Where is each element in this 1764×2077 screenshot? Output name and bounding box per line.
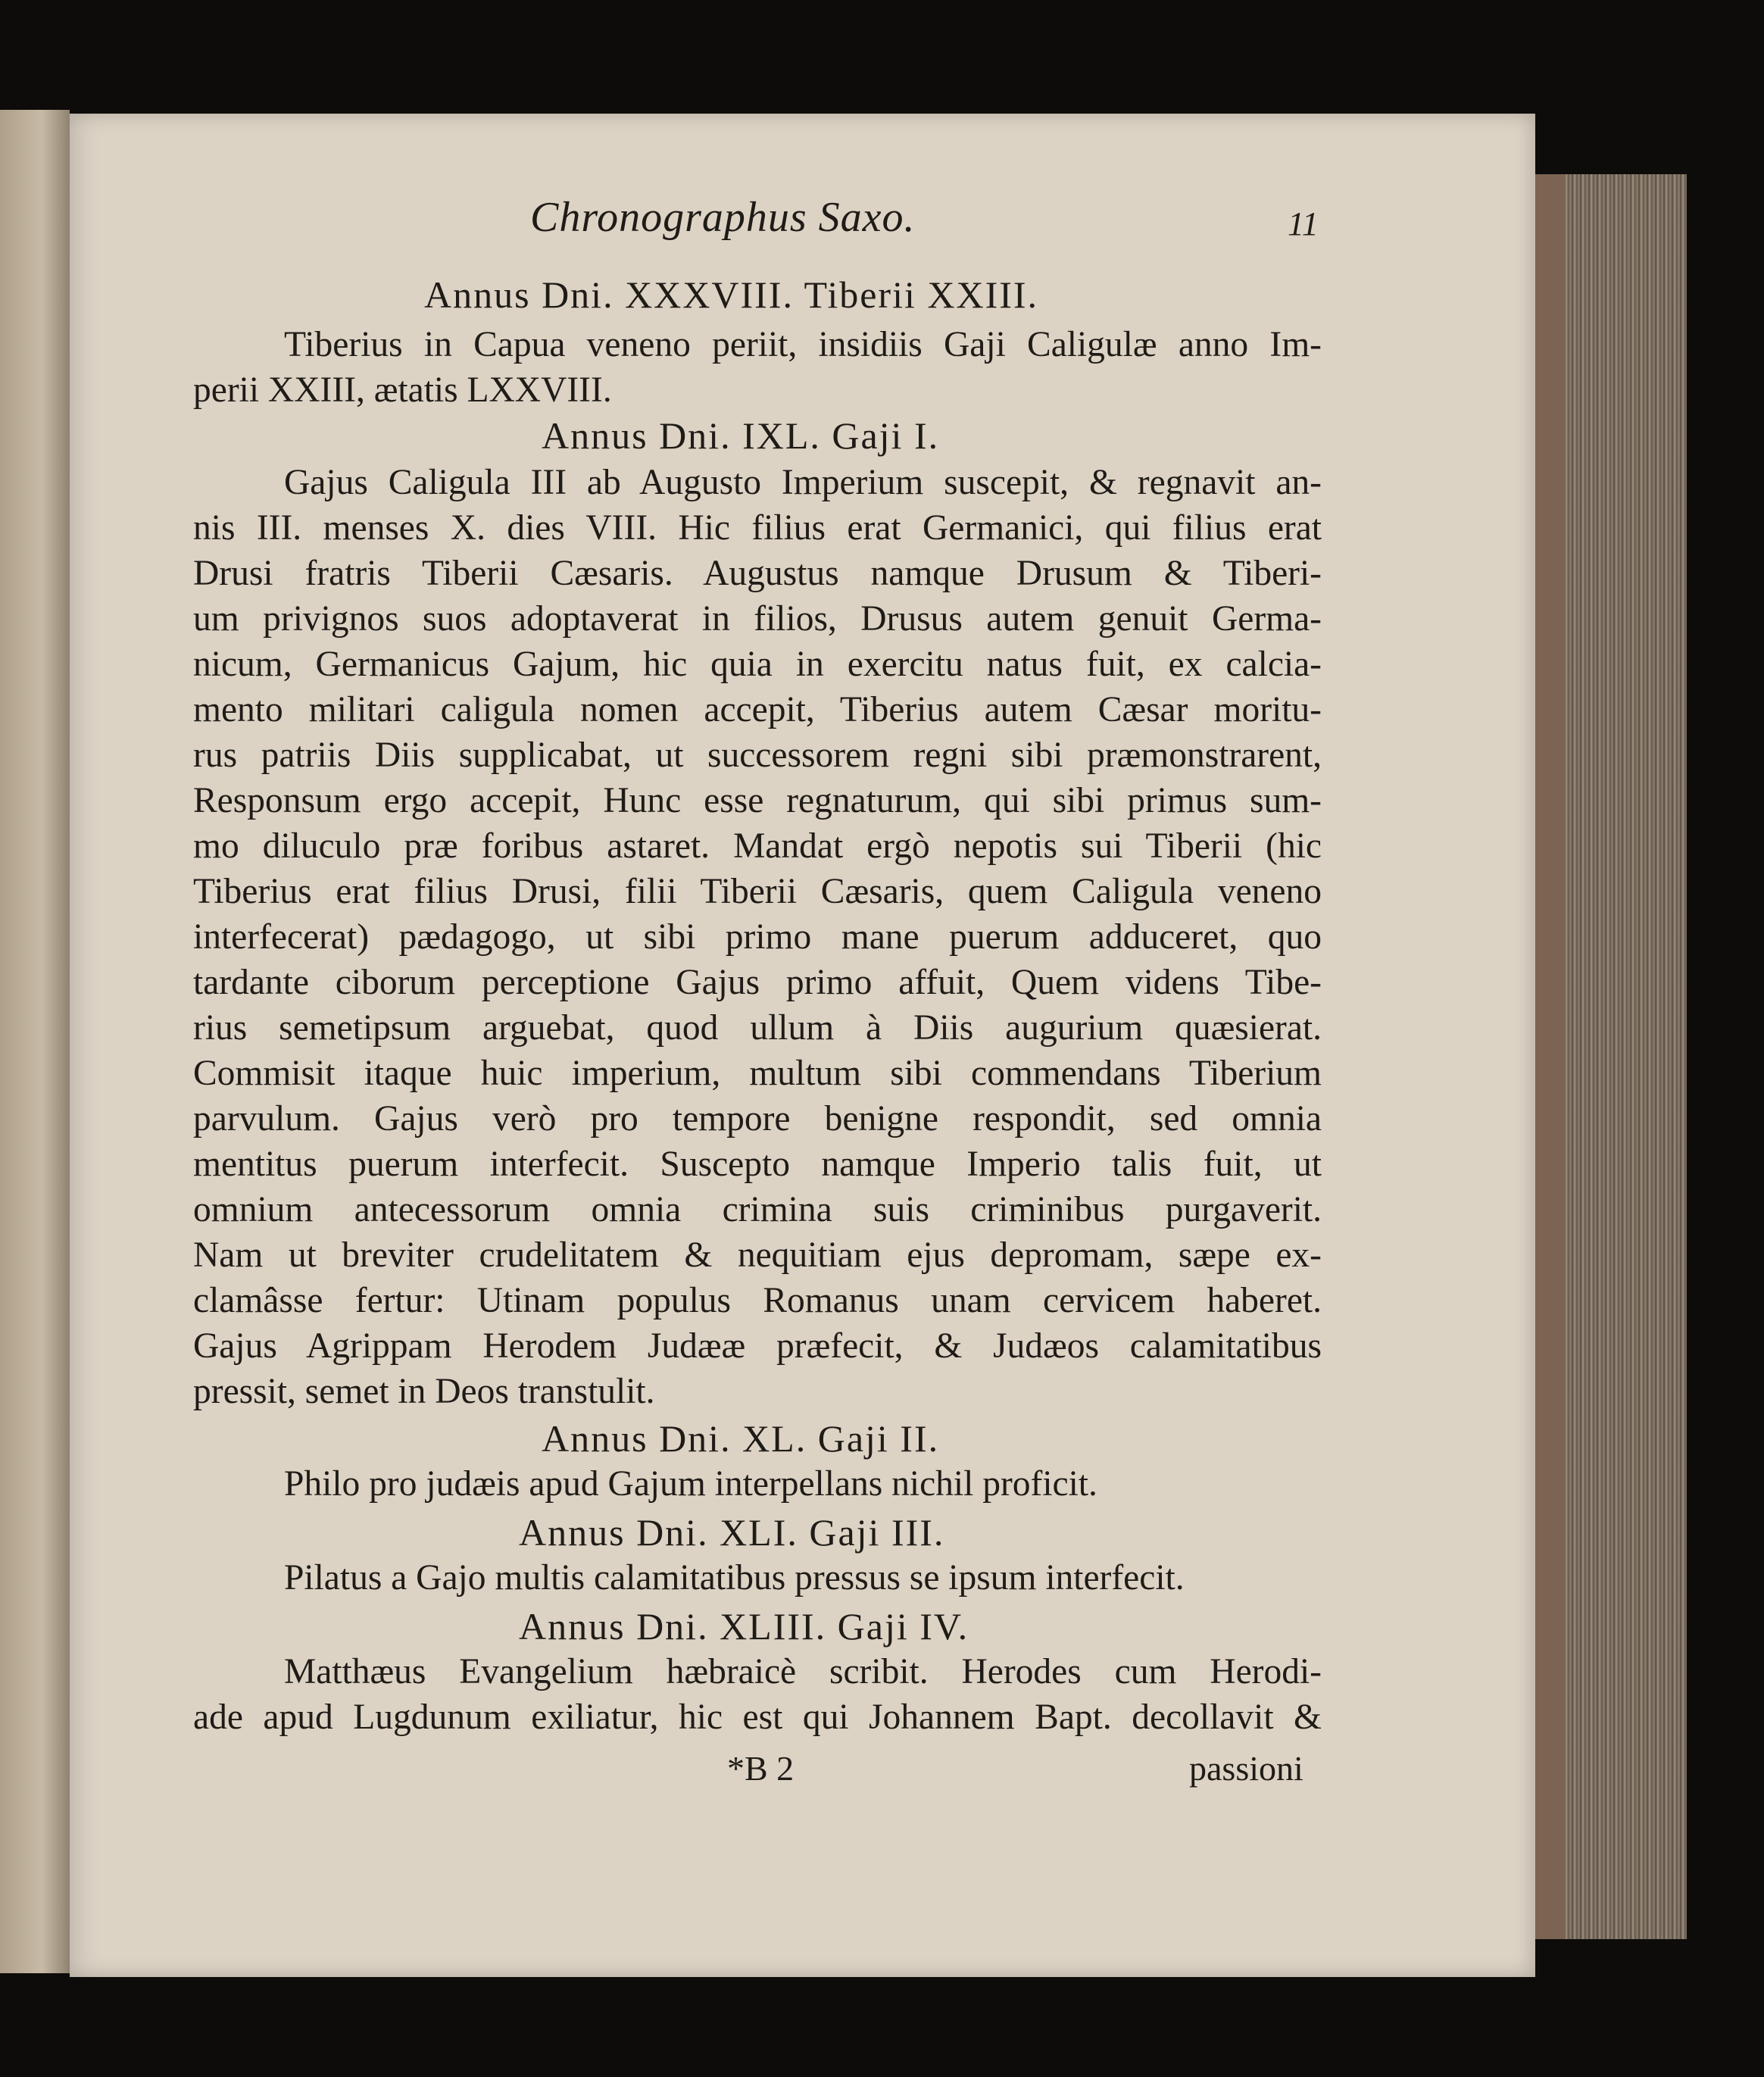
text-line: Tiberius erat filius Drusi, filii Tiberii Cæsaris, quem Caligula veneno — [193, 872, 1322, 911]
text-line: Philo pro judæis apud Gajum interpellans nichil proficit. — [284, 1464, 1097, 1504]
catchword: passioni — [1189, 1749, 1303, 1788]
text-line: nis III. menses X. dies VIII. Hic filius erat Germanici, qui filius erat — [193, 508, 1322, 548]
text-line: Commisit itaque huic imperium, multum sibi commendans Tiberium — [193, 1054, 1322, 1093]
year-heading: Annus Dni. XLI. Gaji III. — [519, 1511, 945, 1554]
page-number: 11 — [1288, 205, 1319, 242]
text-line: interfecerat) pædagogo, ut sibi primo mane puerum adduceret, quo — [193, 917, 1322, 957]
text-line: tardante ciborum perceptione Gajus primo affuit, Quem videns Tibe- — [193, 963, 1322, 1002]
text-line: Gajus Agrippam Herodem Judææ præfecit, & Judæos calamitatibus — [193, 1326, 1322, 1366]
book-fore-edge — [1535, 174, 1687, 1939]
text-line: mentitus puerum interfecit. Suscepto namque Imperio talis fuit, ut — [193, 1145, 1322, 1184]
text-line: parvulum. Gajus verò pro tempore benigne respondit, sed omnia — [193, 1099, 1322, 1138]
text-line: Responsum ergo accepit, Hunc esse regnaturum, qui sibi primus sum- — [193, 781, 1322, 820]
year-heading: Annus Dni. XL. Gaji II. — [542, 1417, 940, 1460]
year-heading: Annus Dni. XLIII. Gaji IV. — [519, 1605, 969, 1648]
text-line: rus patriis Diis supplicabat, ut successorem regni sibi præmonstrarent, — [193, 736, 1322, 775]
signature-mark: *B 2 — [727, 1749, 795, 1788]
text-line: Nam ut breviter crudelitatem & nequitiam ejus depromam, sæpe ex- — [193, 1235, 1322, 1275]
text-line: mo diluculo præ foribus astaret. Mandat ergò nepotis sui Tiberii (hic — [193, 826, 1322, 866]
text-line: omnium antecessorum omnia crimina suis criminibus purgaverit. — [193, 1190, 1322, 1229]
text-line: pressit, semet in Deos transtulit. — [193, 1372, 655, 1411]
text-line: Matthæus Evangelium hæbraicè scribit. Herodes cum Herodi- — [284, 1652, 1322, 1691]
text-line: Gajus Caligula III ab Augusto Imperium suscepit, & regnavit an- — [284, 463, 1322, 502]
text-line: perii XXIII, ætatis LXXVIII. — [193, 370, 612, 410]
text-line: Pilatus a Gajo multis calamitatibus pressus se ipsum interfecit. — [284, 1558, 1185, 1598]
text-line: Tiberius in Capua veneno periit, insidiis Gaji Caligulæ anno Im- — [284, 325, 1322, 364]
text-line: um privignos suos adoptaverat in filios, Drusus autem genuit Germa- — [193, 599, 1322, 639]
text-line: nicum, Germanicus Gajum, hic quia in exercitu natus fuit, ex calcia- — [193, 645, 1322, 684]
text-line: mento militari caligula nomen accepit, Tiberius autem Cæsar moritu- — [193, 690, 1322, 729]
text-line: rius semetipsum arguebat, quod ullum à Diis augurium quæsierat. — [193, 1008, 1322, 1048]
text-line: Drusi fratris Tiberii Cæsaris. Augustus namque Drusum & Tiberi- — [193, 554, 1322, 593]
year-heading: Annus Dni. XXXVIII. Tiberii XXIII. — [424, 273, 1039, 316]
text-line: clamâsse fertur: Utinam populus Romanus unam cervicem haberet. — [193, 1281, 1322, 1320]
facing-page-edge — [0, 110, 70, 1973]
text-line: ade apud Lugdunum exiliatur, hic est qui Johannem Bapt. decollavit & — [193, 1698, 1322, 1737]
year-heading: Annus Dni. IXL. Gaji I. — [542, 414, 940, 457]
running-title: Chronographus Saxo. — [530, 194, 916, 241]
